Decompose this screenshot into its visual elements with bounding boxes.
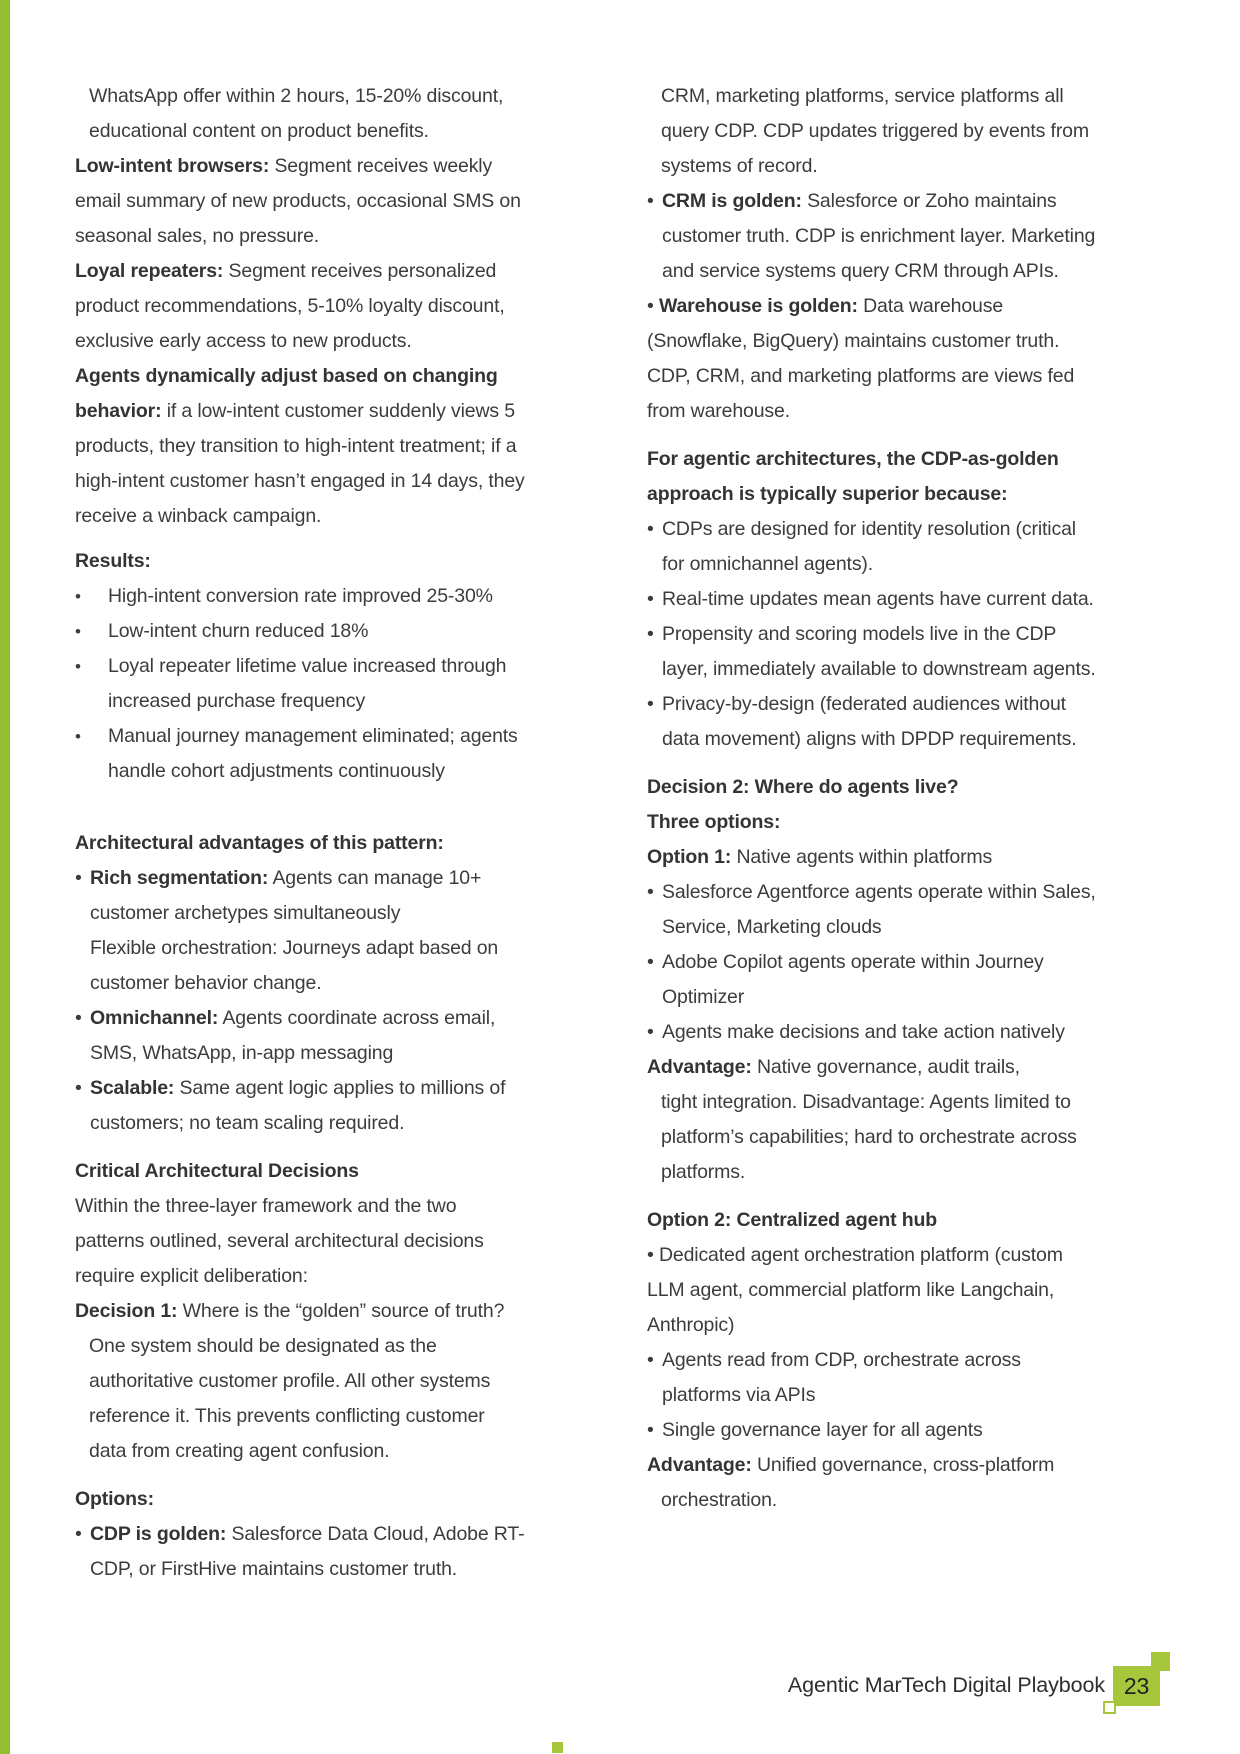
bold-text-run: Option 1: bbox=[647, 846, 732, 868]
bold-text-run: Warehouse is golden: bbox=[658, 295, 858, 317]
bullet-icon: • bbox=[75, 727, 81, 746]
bold-text-run: Scalable: bbox=[90, 1077, 175, 1099]
text-run: Agents can manage 10+ customer archetypes simultaneously bbox=[90, 867, 482, 924]
bold-text-run: Decision 1: bbox=[75, 1300, 178, 1322]
bold-text-run: Omnichannel: bbox=[90, 1007, 219, 1029]
bullet-icon: • bbox=[75, 622, 81, 641]
right-column bbox=[647, 79, 1099, 1518]
heading bbox=[75, 826, 527, 861]
bullet-item bbox=[647, 582, 1099, 617]
text-run: Dedicated agent orchestration platform (custom LLM agent, commercial platform like Langchain, Anthropic) bbox=[647, 1244, 1063, 1336]
left-column bbox=[75, 79, 527, 1587]
left-edge-accent-bar bbox=[0, 0, 10, 1754]
bullet-icon: • bbox=[647, 1021, 654, 1043]
bullet-icon: • bbox=[647, 1419, 654, 1441]
page-number-badge: 23 bbox=[1113, 1666, 1160, 1706]
text-run: High-intent conversion rate improved 25-30% bbox=[108, 585, 493, 607]
bullet-icon: • bbox=[647, 1349, 654, 1371]
heading bbox=[647, 1203, 1099, 1238]
bullet-icon: • bbox=[75, 1523, 82, 1545]
text-run: Low-intent churn reduced 18% bbox=[108, 620, 369, 642]
bullet-icon: • bbox=[647, 518, 654, 540]
text-run: Unified governance, cross-platform orchestration. bbox=[661, 1454, 1055, 1511]
heading bbox=[75, 1154, 527, 1189]
text-run: Same agent logic applies to millions of customers; no team scaling required. bbox=[90, 1077, 506, 1134]
bold-text-run: Low-intent browsers: bbox=[75, 155, 270, 177]
bold-text-run: Loyal repeaters: bbox=[75, 260, 224, 282]
footer-text: Agentic MarTech Digital Playbook bbox=[787, 1673, 1105, 1697]
paragraph bbox=[75, 359, 527, 534]
text-run: Native agents within platforms bbox=[731, 846, 993, 868]
bullet-icon: • bbox=[75, 1077, 82, 1099]
text-run: CRM, marketing platforms, service platforms all query CDP. CDP updates triggered by events from systems of record. bbox=[661, 85, 1089, 177]
paragraph bbox=[75, 149, 527, 254]
bullet-item bbox=[647, 184, 1099, 289]
bold-text-run: Rich segmentation: bbox=[90, 867, 269, 889]
heading bbox=[75, 1482, 527, 1517]
bullet-icon: • bbox=[647, 623, 654, 645]
badge-outline-square-icon bbox=[1103, 1701, 1116, 1714]
bullet-icon: • bbox=[647, 693, 654, 715]
text-run: Agents make decisions and take action natively bbox=[662, 1021, 1065, 1043]
text-run: CDPs are designed for identity resolution (critical for omnichannel agents). bbox=[662, 518, 1076, 575]
text-run: Loyal repeater lifetime value increased through increased purchase frequency bbox=[108, 655, 507, 712]
text-run: Within the three-layer framework and the two patterns outlined, several architectural decisions require explicit deliberation: bbox=[75, 1195, 484, 1287]
bottom-accent-square-icon bbox=[552, 1742, 563, 1753]
bullet-item bbox=[75, 614, 527, 649]
bullet-item bbox=[75, 1001, 527, 1071]
bullet-icon: • bbox=[75, 1007, 82, 1029]
bullet-item bbox=[75, 649, 527, 719]
text-run: Segment receives personalized product recommendations, 5-10% loyalty discount, exclusive early access to new products. bbox=[75, 260, 505, 352]
bullet-icon: • bbox=[647, 951, 654, 973]
text-run: Manual journey management eliminated; agents handle cohort adjustments continuously bbox=[108, 725, 518, 782]
bold-text-run: Critical Architectural Decisions bbox=[75, 1160, 359, 1182]
paragraph bbox=[89, 79, 527, 149]
bullet-icon: • bbox=[647, 190, 654, 212]
bullet-item bbox=[75, 579, 527, 614]
paragraph bbox=[647, 840, 1099, 875]
heading bbox=[647, 770, 1099, 805]
heading bbox=[647, 442, 1099, 512]
bold-text-run: Results: bbox=[75, 550, 151, 572]
bullet-item bbox=[647, 1343, 1099, 1413]
text-run: Data warehouse (Snowflake, BigQuery) maintains customer truth. CDP, CRM, and marketing platforms are views fed from warehouse. bbox=[647, 295, 1075, 422]
bold-text-run: For agentic architectures, the CDP-as-golden approach is typically superior because: bbox=[647, 448, 1059, 505]
bold-text-run: Three options: bbox=[647, 811, 781, 833]
text-run: Agents coordinate across email, SMS, WhatsApp, in-app messaging bbox=[90, 1007, 496, 1064]
text-run: Where is the “golden” source of truth? bbox=[177, 1300, 505, 1322]
paragraph bbox=[75, 254, 527, 359]
paragraph bbox=[75, 1189, 527, 1294]
text-run: Single governance layer for all agents bbox=[662, 1419, 983, 1441]
bullet-icon: • bbox=[647, 1244, 659, 1266]
heading bbox=[647, 805, 1099, 840]
bullet-item bbox=[647, 875, 1099, 945]
text-run: WhatsApp offer within 2 hours, 15-20% discount, educational content on product benefits. bbox=[89, 85, 504, 142]
bullet-item bbox=[75, 861, 527, 1001]
paragraph bbox=[89, 1329, 527, 1469]
text-run: One system should be designated as the authoritative customer profile. All other systems reference it. This prevents conflicting customer data from creating agent confusion. bbox=[89, 1335, 491, 1462]
bold-text-run: Advantage: bbox=[647, 1454, 752, 1476]
text-run: Real-time updates mean agents have current data. bbox=[662, 588, 1094, 610]
bullet-icon: • bbox=[75, 587, 81, 606]
bold-text-run: CDP is golden: bbox=[90, 1523, 227, 1545]
bold-text-run: Advantage: bbox=[647, 1056, 752, 1078]
text-run: Salesforce Agentforce agents operate within Sales, Service, Marketing clouds bbox=[662, 881, 1096, 938]
text-run: Agents read from CDP, orchestrate across platforms via APIs bbox=[662, 1349, 1021, 1406]
badge-accent-square-icon bbox=[1151, 1652, 1170, 1671]
text-run: Salesforce or Zoho maintains customer truth. CDP is enrichment layer. Marketing and service systems query CRM through APIs. bbox=[662, 190, 1096, 282]
bullet-item bbox=[75, 1517, 527, 1587]
bullet-item bbox=[75, 1071, 527, 1141]
text-run: Salesforce Data Cloud, Adobe RT-CDP, or FirstHive maintains customer truth. bbox=[90, 1523, 525, 1580]
text-run: Privacy-by-design (federated audiences without data movement) aligns with DPDP requirements. bbox=[662, 693, 1077, 750]
bullet-item bbox=[647, 1413, 1099, 1448]
bullet-item bbox=[75, 719, 527, 789]
bullet-item bbox=[647, 289, 1099, 429]
bullet-item bbox=[647, 1238, 1099, 1343]
heading bbox=[75, 544, 527, 579]
bold-text-run: Architectural advantages of this pattern: bbox=[75, 832, 444, 854]
bullet-icon: • bbox=[647, 295, 659, 317]
paragraph bbox=[647, 1050, 1099, 1085]
bold-text-run: Agents dynamically adjust based on changing behavior: bbox=[75, 365, 498, 422]
text-run: Segment receives weekly email summary of new products, occasional SMS on seasonal sales, no pressure. bbox=[75, 155, 521, 247]
bullet-icon: • bbox=[75, 657, 81, 676]
bullet-item bbox=[647, 1015, 1099, 1050]
text-run: Adobe Copilot agents operate within Journey Optimizer bbox=[662, 951, 1044, 1008]
text-run: Flexible orchestration: Journeys adapt based on customer behavior change. bbox=[90, 937, 499, 994]
bullet-item bbox=[647, 512, 1099, 582]
bold-text-run: Decision 2: Where do agents live? bbox=[647, 776, 959, 798]
bold-text-run: Options: bbox=[75, 1488, 154, 1510]
paragraph bbox=[661, 1085, 1099, 1190]
bold-text-run: Option 2: Centralized agent hub bbox=[647, 1209, 938, 1231]
bullet-icon: • bbox=[647, 588, 654, 610]
bullet-item bbox=[647, 617, 1099, 687]
bold-text-run: CRM is golden: bbox=[662, 190, 802, 212]
paragraph bbox=[647, 1448, 1099, 1518]
text-run: Native governance, audit trails, bbox=[751, 1056, 1020, 1078]
paragraph bbox=[75, 1294, 527, 1329]
text-run: tight integration. Disadvantage: Agents limited to platform’s capabilities; hard to orchestrate across platforms. bbox=[661, 1091, 1077, 1183]
text-run: if a low-intent customer suddenly views 5 products, they transition to high-intent treatment; if a high-intent customer hasn’t engaged in 14 days, they receive a winback campaign. bbox=[75, 400, 525, 527]
bullet-item bbox=[647, 687, 1099, 757]
text-run: Propensity and scoring models live in the CDP layer, immediately available to downstream agents. bbox=[662, 623, 1096, 680]
paragraph bbox=[661, 79, 1099, 184]
bullet-item bbox=[647, 945, 1099, 1015]
bullet-icon: • bbox=[647, 881, 654, 903]
bullet-icon: • bbox=[75, 867, 82, 889]
